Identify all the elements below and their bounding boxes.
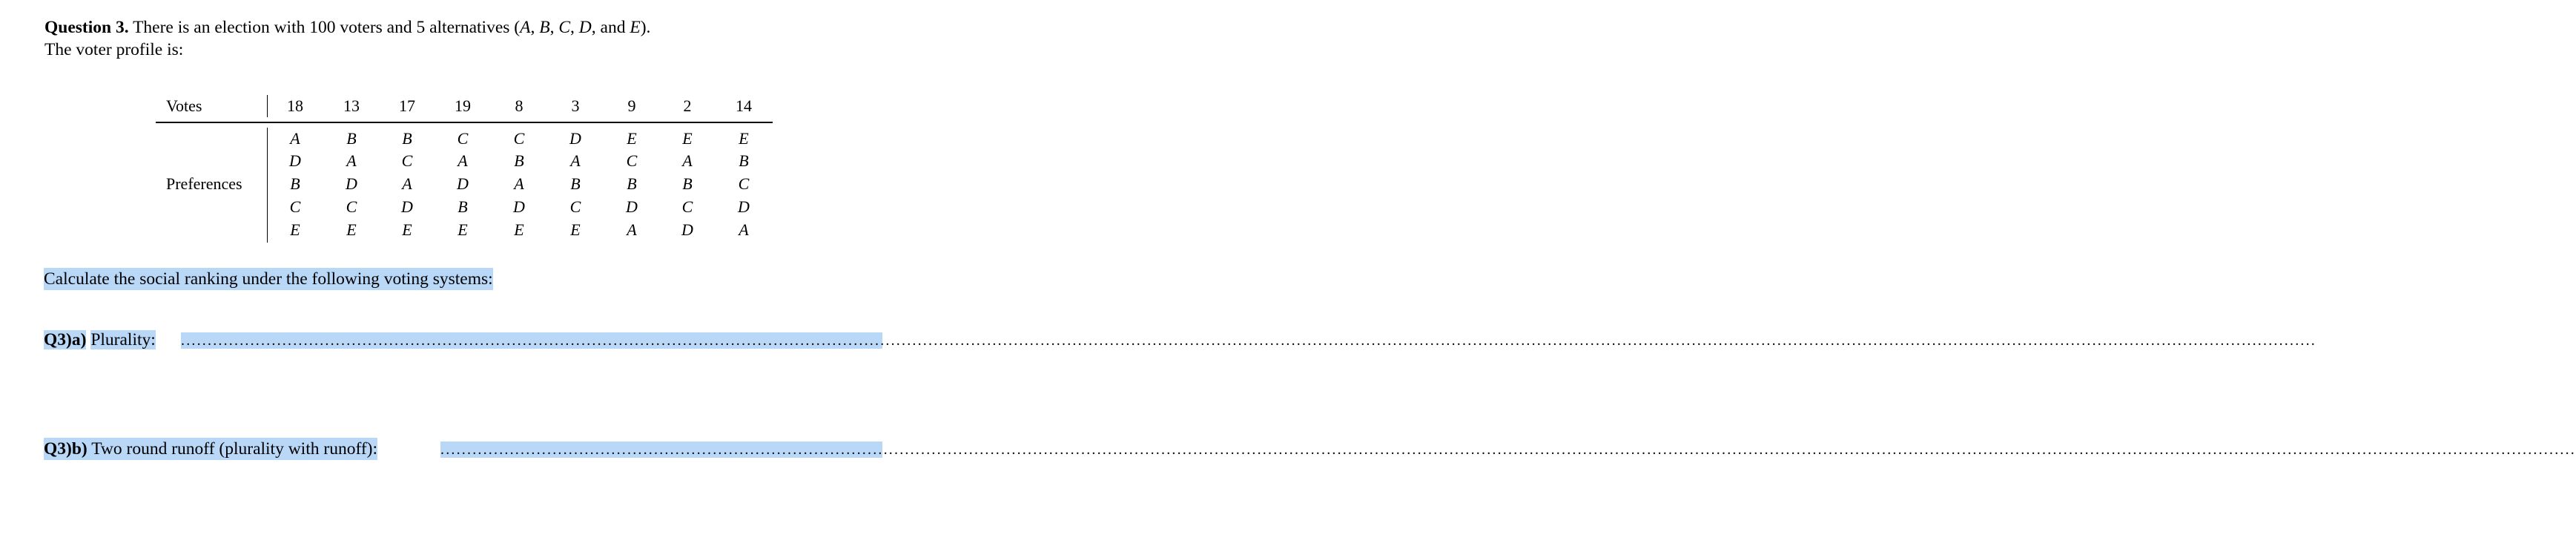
votes-cell: 13	[343, 96, 360, 115]
preference-cell: A	[627, 220, 637, 239]
preference-cell: C	[289, 197, 301, 216]
preference-cell: E	[627, 129, 637, 148]
alternative-letter: A	[520, 18, 531, 37]
alternative-letter: E	[630, 18, 641, 37]
question-text-after: ).	[640, 18, 651, 37]
preference-cell: A	[402, 174, 412, 193]
preference-cell: D	[569, 129, 581, 148]
table-vertical-rule-bottom	[267, 128, 268, 243]
preference-cell: D	[738, 197, 750, 216]
preference-cell: C	[457, 129, 469, 148]
instruction-text: Calculate the social ranking under the following voting systems:	[44, 269, 493, 289]
preference-cell: A	[290, 129, 300, 148]
alternative-letter: D	[578, 18, 592, 37]
preference-cell: E	[402, 220, 412, 239]
preference-cell: B	[402, 129, 412, 148]
preference-cell: E	[514, 220, 524, 239]
alternative-separator: ,	[570, 18, 579, 37]
q3a-answer-field[interactable]: ................................................................................................................................................................................................................................................................................................................................................................................................................	[181, 332, 2316, 349]
preference-cell: E	[458, 220, 468, 239]
question-heading	[44, 16, 650, 39]
preference-cell: B	[570, 174, 581, 193]
preference-cell: D	[289, 151, 301, 170]
preference-cell: C	[681, 197, 693, 216]
votes-row-label: Votes	[166, 96, 202, 115]
preference-cell: C	[626, 151, 638, 170]
preference-cell: A	[682, 151, 693, 170]
preference-cell: C	[346, 197, 357, 216]
preference-cell: B	[739, 151, 749, 170]
preference-cell: C	[738, 174, 750, 193]
preference-cell: B	[682, 174, 693, 193]
preference-cell: C	[513, 129, 525, 148]
preference-cell: D	[626, 197, 638, 216]
q3a-label: Q3)a)	[44, 330, 87, 349]
votes-cell: 9	[627, 96, 636, 115]
preference-cell: C	[401, 151, 413, 170]
alternative-letter: C	[558, 18, 571, 37]
votes-cell: 14	[736, 96, 752, 115]
q3a-line	[44, 329, 156, 351]
preferences-row-label: Preferences	[166, 174, 242, 193]
q3a-text: Plurality:	[90, 330, 156, 349]
preference-cell: D	[457, 174, 469, 193]
preference-cell: B	[290, 174, 300, 193]
votes-cell: 19	[455, 96, 471, 115]
votes-cell: 17	[399, 96, 415, 115]
question-text-before: There is an election with 100 voters and 5 alternatives (	[133, 18, 521, 37]
preference-cell: E	[682, 129, 693, 148]
preference-cell: E	[346, 220, 357, 239]
preference-cell: A	[514, 174, 524, 193]
preference-cell: E	[739, 129, 749, 148]
preference-cell: E	[290, 220, 300, 239]
preference-cell: D	[681, 220, 693, 239]
preference-cell: A	[346, 151, 357, 170]
question-label: Question 3.	[44, 18, 129, 37]
votes-cell: 3	[571, 96, 580, 115]
alternative-separator: ,	[549, 18, 559, 37]
votes-cell: 8	[515, 96, 524, 115]
table-vertical-rule-top	[267, 95, 268, 117]
preference-cell: E	[570, 220, 581, 239]
preference-cell: A	[570, 151, 581, 170]
q3b-answer-field[interactable]: ................................................................................................................................................................................................................................................................................................................................................................................................................	[440, 441, 2576, 458]
q3b-text: Two round runoff (plurality with runoff):	[91, 439, 378, 459]
preference-cell: A	[458, 151, 468, 170]
alternative-letter: B	[539, 18, 550, 37]
preference-cell: B	[346, 129, 357, 148]
preference-cell: D	[346, 174, 357, 193]
preference-cell: D	[513, 197, 525, 216]
votes-cell: 18	[287, 96, 303, 115]
preference-cell: D	[401, 197, 413, 216]
q3b-line	[44, 438, 377, 460]
preference-cell: B	[514, 151, 524, 170]
preference-cell: A	[739, 220, 749, 239]
preference-cell: B	[458, 197, 468, 216]
q3b-label: Q3)b)	[44, 439, 87, 459]
alternative-separator: ,	[530, 18, 540, 37]
alternatives-inline	[520, 18, 641, 37]
alternative-separator: , and	[591, 18, 630, 37]
preference-cell: B	[627, 174, 637, 193]
preference-cell: C	[569, 197, 581, 216]
question-line-2: The voter profile is:	[44, 40, 184, 59]
votes-cell: 2	[683, 96, 692, 115]
table-horizontal-rule	[156, 122, 773, 123]
